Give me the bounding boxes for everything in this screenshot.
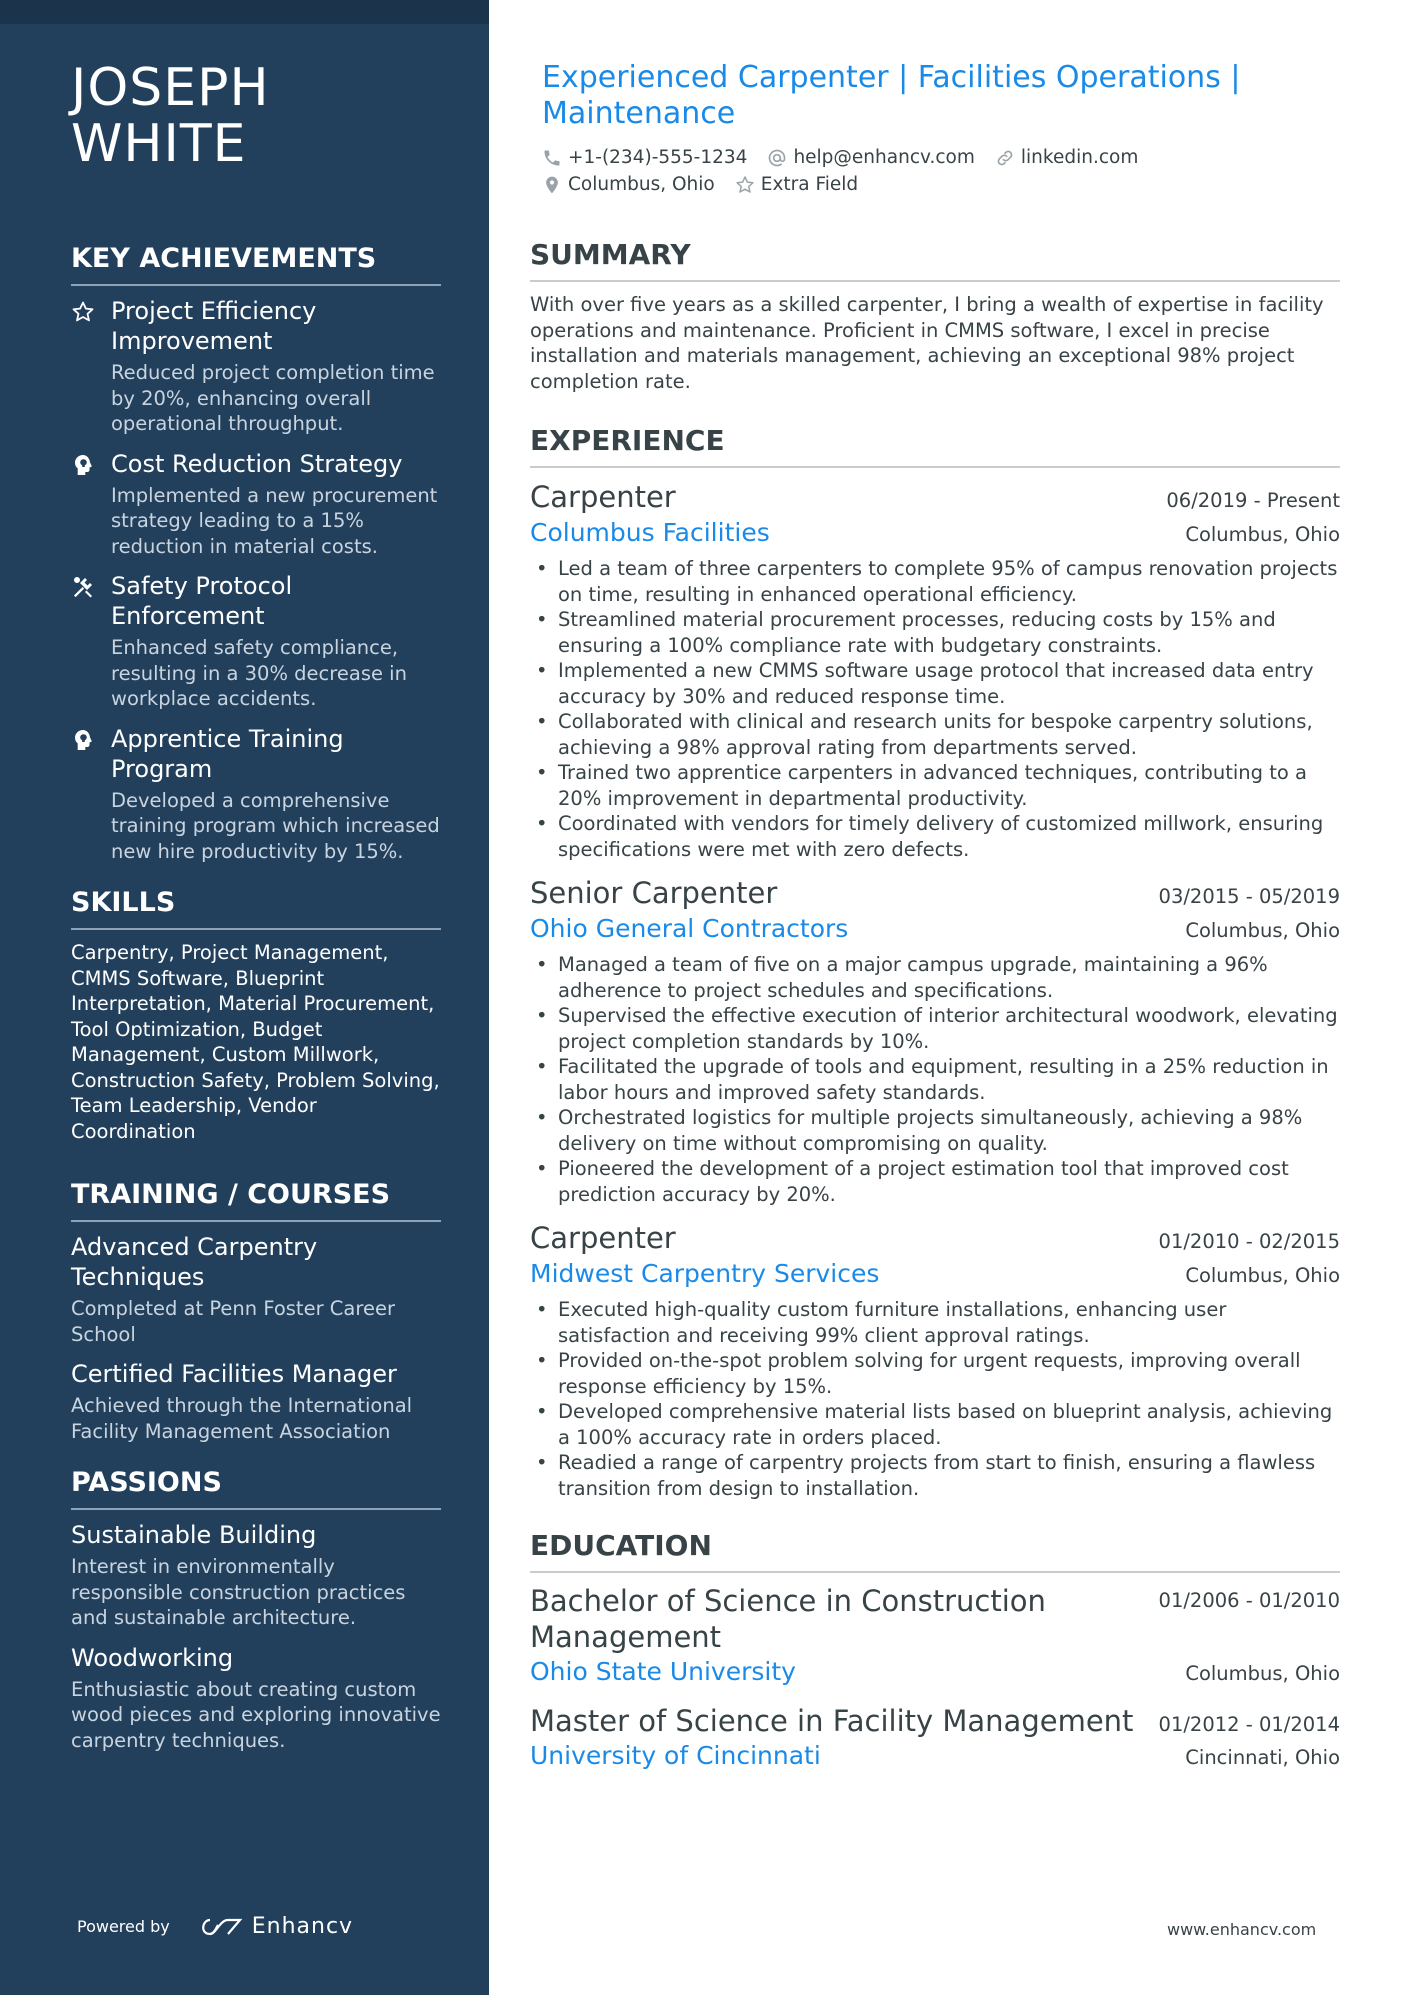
tools-icon — [71, 571, 111, 712]
education-section — [523, 1529, 1340, 1773]
job-bullet: • Facilitated the upgrade of tools and equipment, resulting in a 25% reduction in labor hours and improved safety standards. — [530, 1054, 1340, 1105]
passion-item-description: Interest in environmentally responsible construction practices and sustainable architecture. — [71, 1555, 406, 1629]
powered-by-label: Powered by — [77, 1917, 170, 1936]
job-bullets — [530, 952, 1340, 1207]
job-bullet: • Streamlined material procurement processes, reducing costs by 15% and ensuring a 100% compliance rate with budgetary constraints. — [530, 607, 1340, 658]
skills-section — [71, 886, 441, 1144]
job-bullets — [530, 1297, 1340, 1501]
job-title: Carpenter — [530, 1221, 676, 1255]
education-entry — [530, 1703, 1340, 1773]
education-subheader — [530, 1739, 1340, 1773]
headline: Experienced Carpenter | Facilities Operations | Maintenance — [542, 60, 1241, 131]
location-contact — [542, 174, 715, 195]
last-name: WHITE — [71, 114, 247, 174]
phone-icon — [542, 148, 562, 168]
extra-field-text: Extra Field — [760, 174, 859, 195]
link-icon — [995, 148, 1015, 168]
school-location: Cincinnati, Ohio — [1185, 1746, 1340, 1769]
candidate-name — [71, 60, 441, 172]
training-item-description: Completed at Penn Foster Career School — [71, 1297, 395, 1346]
key-achievements-section — [71, 242, 441, 864]
job-date: 06/2019 - Present — [1166, 489, 1340, 512]
education-header — [530, 1703, 1340, 1739]
achievement-description: Reduced project completion time by 20%, enhancing overall operational throughput. — [111, 361, 435, 435]
school-location: Columbus, Ohio — [1185, 1662, 1340, 1685]
passion-item-description: Enthusiastic about creating custom wood pieces and exploring innovative carpentry techniques. — [71, 1677, 441, 1752]
education-header — [530, 1583, 1340, 1655]
achievement-title: Cost Reduction Strategy — [111, 449, 403, 478]
passion-item-title: Woodworking — [71, 1643, 234, 1672]
summary-section — [523, 238, 1340, 394]
head-idea-icon — [71, 449, 111, 560]
passion-item — [71, 1643, 441, 1754]
achievement-item — [71, 724, 441, 865]
school-name: Ohio State University — [530, 1657, 796, 1686]
achievement-item — [71, 296, 441, 437]
sidebar-top-bar — [0, 0, 489, 24]
extra-field-contact — [735, 174, 858, 195]
job-company: Columbus Facilities — [530, 518, 770, 547]
training-item — [71, 1232, 441, 1347]
education-title: EDUCATION — [530, 1529, 1340, 1573]
summary-text: With over five years as a skilled carpenter, I bring a wealth of expertise in facility operations and maintenance. Proficient in CMMS software, I excel in precise installation and materials management, achieving an exceptional 98% project completion rate. — [530, 293, 1324, 393]
education-date: 01/2006 - 01/2010 — [1158, 1589, 1340, 1612]
job-header — [530, 478, 1340, 516]
training-item — [71, 1359, 441, 1444]
passion-item — [71, 1520, 441, 1631]
degree-title: Bachelor of Science in Construction Management — [530, 1584, 1046, 1654]
job-date: 01/2010 - 02/2015 — [1158, 1230, 1340, 1253]
enhancv-logo[interactable] — [198, 1914, 353, 1939]
powered-by — [77, 1914, 353, 1939]
email-text: help@enhancv.com — [793, 147, 975, 168]
job-location: Columbus, Ohio — [1185, 523, 1340, 546]
job-bullet: • Implemented a new CMMS software usage protocol that increased data entry accuracy by 30% and reduced response time. — [530, 658, 1340, 709]
phone-contact[interactable] — [542, 147, 747, 168]
job-location: Columbus, Ohio — [1185, 919, 1340, 942]
education-subheader — [530, 1655, 1340, 1689]
footer-url[interactable]: www.enhancv.com — [1167, 1920, 1317, 1939]
job-bullet: • Collaborated with clinical and research units for bespoke carpentry solutions, achieving a 98% approval rating from departments served. — [530, 709, 1340, 760]
achievement-description: Developed a comprehensive training program which increased new hire productivity by 15%. — [111, 788, 440, 863]
achievement-item — [71, 571, 441, 712]
job-bullet: • Trained two apprentice carpenters in advanced techniques, contributing to a 20% improvement in departmental productivity. — [530, 760, 1340, 811]
contact-info — [523, 144, 1340, 198]
job-bullet: • Coordinated with vendors for timely delivery of customized millwork, ensuring specifications were met with zero defects. — [530, 811, 1340, 862]
training-item-title: Advanced Carpentry Techniques — [71, 1233, 318, 1291]
skills-title: SKILLS — [71, 886, 441, 930]
job-subheader — [530, 1257, 1340, 1291]
contact-row — [542, 144, 1340, 171]
enhancv-logo-text: Enhancv — [251, 1914, 354, 1939]
degree-title: Master of Science in Facility Management — [530, 1704, 1134, 1738]
passions-title: PASSIONS — [71, 1466, 441, 1510]
job-title: Senior Carpenter — [530, 876, 778, 910]
job-subheader — [530, 516, 1340, 550]
job-bullets — [530, 556, 1340, 862]
training-title: TRAINING / COURSES — [71, 1178, 441, 1222]
passion-item-title: Sustainable Building — [71, 1521, 317, 1549]
key-achievements-title: KEY ACHIEVEMENTS — [71, 242, 441, 286]
email-contact[interactable] — [767, 147, 974, 168]
job-bullet: • Managed a team of five on a major campus upgrade, maintaining a 96% adherence to project schedules and specifications. — [530, 952, 1340, 1003]
phone-text: +1-(234)-555-1234 — [568, 147, 748, 168]
experience-section — [523, 424, 1340, 1501]
star-outline-icon — [735, 175, 755, 195]
job-location: Columbus, Ohio — [1185, 1264, 1340, 1287]
achievement-description: Enhanced safety compliance, resulting in a 30% decrease in workplace accidents. — [111, 636, 407, 710]
job-bullet: • Led a team of three carpenters to complete 95% of campus renovation projects on time, resulting in enhanced operational efficiency. — [530, 556, 1340, 607]
school-name: University of Cincinnati — [530, 1741, 821, 1770]
passions-section — [71, 1466, 441, 1753]
achievement-title: Safety Protocol Enforcement — [111, 572, 293, 630]
training-item-description: Achieved through the International Facility Management Association — [71, 1394, 413, 1443]
star-icon — [71, 296, 111, 437]
linkedin-contact[interactable] — [995, 147, 1138, 168]
job-bullet: • Readied a range of carpentry projects from start to finish, ensuring a flawless transition from design to installation. — [530, 1450, 1340, 1501]
job-date: 03/2015 - 05/2019 — [1158, 885, 1340, 908]
summary-title: SUMMARY — [530, 238, 1340, 282]
job-bullet: • Pioneered the development of a project estimation tool that improved cost prediction accuracy by 20%. — [530, 1156, 1340, 1207]
job-entry — [530, 478, 1340, 862]
achievement-title: Project Efficiency Improvement — [111, 297, 317, 355]
skills-list: Carpentry, Project Management, CMMS Software, Blueprint Interpretation, Material Procurement, Tool Optimization, Budget Management, Custom Millwork, Construction Safety, Problem Solving, Team Leadership, Vendor Coordination — [71, 941, 440, 1143]
enhancv-logo-icon — [198, 1916, 244, 1938]
job-bullet: • Executed high-quality custom furniture installations, enhancing user satisfaction and receiving 99% client approval ratings. — [530, 1297, 1340, 1348]
achievement-item — [71, 449, 441, 560]
job-header — [530, 874, 1340, 912]
job-header — [530, 1219, 1340, 1257]
job-entry — [530, 874, 1340, 1207]
job-entry — [530, 1219, 1340, 1501]
training-item-title: Certified Facilities Manager — [71, 1360, 397, 1388]
job-title: Carpenter — [530, 480, 676, 514]
education-entry — [530, 1583, 1340, 1689]
sidebar — [0, 0, 489, 1995]
job-company: Ohio General Contractors — [530, 914, 849, 943]
achievement-description: Implemented a new procurement strategy leading to a 15% reduction in material costs. — [111, 483, 438, 558]
job-company: Midwest Carpentry Services — [530, 1259, 880, 1288]
job-subheader — [530, 912, 1340, 946]
job-bullet: • Orchestrated logistics for multiple projects simultaneously, achieving a 98% delivery on time without compromising on quality. — [530, 1105, 1340, 1156]
experience-title: EXPERIENCE — [530, 424, 1340, 468]
location-text: Columbus, Ohio — [568, 174, 715, 195]
job-bullet: • Supervised the effective execution of interior architectural woodwork, elevating project completion standards by 10%. — [530, 1003, 1340, 1054]
job-bullet: • Provided on-the-spot problem solving for urgent requests, improving overall response efficiency by 15%. — [530, 1348, 1340, 1399]
contact-row — [542, 171, 1340, 198]
head-idea-icon — [71, 724, 111, 865]
linkedin-text: linkedin.com — [1020, 147, 1139, 168]
achievement-title: Apprentice Training Program — [111, 724, 344, 783]
location-pin-icon — [542, 175, 562, 195]
at-icon — [767, 148, 787, 168]
main-content — [523, 0, 1340, 1773]
job-bullet: • Developed comprehensive material lists based on blueprint analysis, achieving a 100% accuracy rate in orders placed. — [530, 1399, 1340, 1450]
first-name: JOSEPH — [71, 58, 270, 118]
education-date: 01/2012 - 01/2014 — [1158, 1713, 1340, 1736]
training-section — [71, 1178, 441, 1444]
